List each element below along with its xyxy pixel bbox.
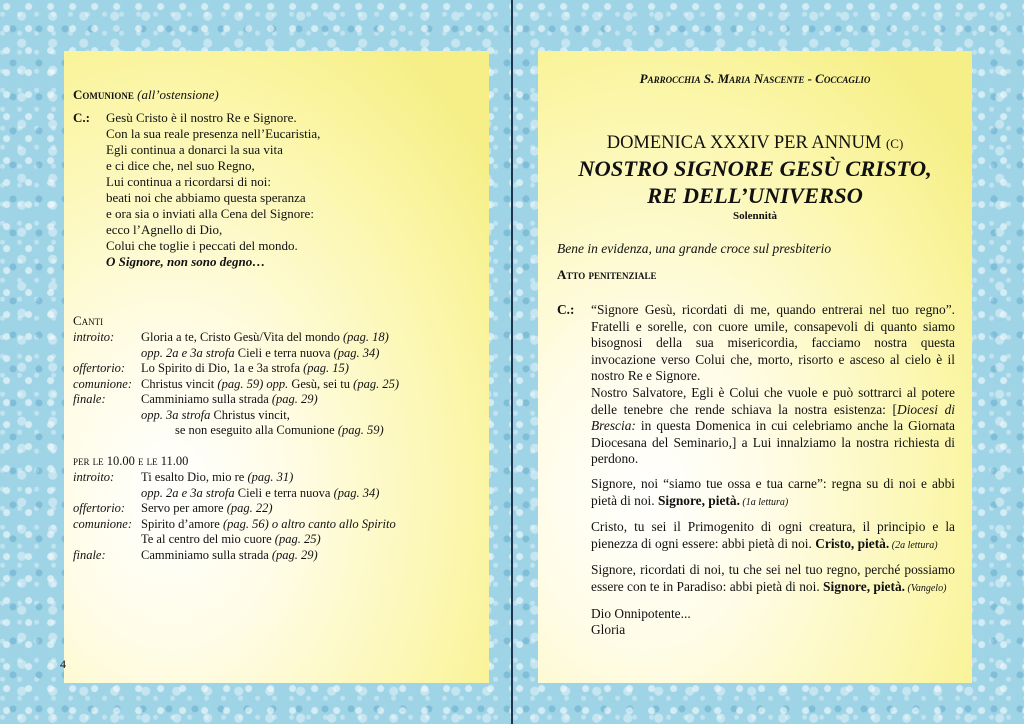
atto-body — [591, 302, 955, 639]
canti-page: (pag. 15) — [303, 361, 349, 375]
comunione-line: Egli continua a donarci la sua vita — [106, 142, 283, 157]
canti-label: offertorio: — [73, 361, 126, 375]
comunione-title — [73, 87, 219, 103]
canti-page: (pag. 59) — [337, 423, 384, 437]
canti-song: Camminiamo sulla strada — [141, 547, 272, 562]
canti-song: Spirito d’amore — [141, 516, 223, 531]
canti-label: comunione: — [73, 376, 133, 391]
canti-page: (pag. 31) — [247, 470, 294, 484]
comunione-line: e ci dice che, nel suo Regno, — [106, 158, 255, 173]
rubric: Bene in evidenza, una grande croce sul presbiterio — [557, 241, 832, 256]
per-le-label: per le — [73, 454, 107, 468]
invocation-source: (1a lettura) — [739, 496, 789, 508]
feast-title — [538, 155, 972, 209]
canti-alt: opp. — [263, 376, 289, 391]
canti-page: (pag. 25) — [353, 376, 399, 391]
atto-penitenziale-heading: Atto penitenziale — [557, 267, 657, 282]
canti-heading: Canti — [73, 313, 104, 328]
canti-alt: opp. 2a e 3a strofa — [141, 345, 235, 360]
domenica-line — [538, 133, 972, 154]
comunione-line: Lui continua a ricordarsi di noi: — [106, 174, 271, 189]
canti-page: (pag. 29) — [271, 392, 318, 406]
left-page — [60, 51, 489, 683]
invocation-2 — [591, 519, 955, 554]
canti-row-comunione — [73, 517, 396, 533]
canti-row-introito-alt — [73, 346, 399, 362]
canti-song: Servo per amore — [141, 501, 227, 515]
invocation-response: Signore, pietà. — [823, 578, 906, 594]
comunione-line: e ora sia o inviati alla Cena del Signore: — [106, 206, 314, 221]
canti-song: Gesù, sei tu — [288, 376, 354, 391]
canti-label: finale: — [73, 392, 106, 406]
diocesi-label: Diocesi di Brescia: — [591, 401, 956, 434]
canti-row-introito-alt — [73, 486, 396, 502]
comunione-c-label: C.: — [73, 110, 90, 125]
spread-divider — [511, 0, 513, 724]
canti-list-1 — [73, 330, 399, 439]
canti-page: (pag. 29) — [271, 547, 318, 562]
canti-row-introito — [73, 470, 396, 486]
solennita-label: Solennità — [732, 210, 777, 222]
canti-page: (pag. 34) — [333, 345, 380, 360]
canti-page: (pag. 18) — [343, 330, 389, 344]
canti-song: Gloria a te, Cristo Gesù/Vita del mondo — [141, 330, 343, 344]
canti-label: offertorio: — [73, 501, 126, 515]
canti-row-finale — [73, 392, 399, 408]
canti-row-offertorio — [73, 501, 396, 517]
invocation-response: Signore, pietà. — [657, 492, 740, 508]
canti-song: Cieli e terra nuova — [234, 485, 334, 500]
canti-song: Christus vincit — [141, 376, 218, 391]
canti-page: (pag. 59) — [217, 376, 264, 391]
canti-song: Christus vincit, — [210, 407, 290, 422]
invocation-text: Signore, noi “siamo tue ossa e tua carne”: regna su di noi e abbi pietà di noi. — [591, 475, 955, 508]
feast-title-line2: RE DELL’UNIVERSO — [647, 183, 863, 208]
canti-alt: opp. 2a e 3a strofa — [141, 485, 235, 500]
canti-row-finale — [73, 548, 396, 564]
per-le-time: 11.00 — [160, 454, 189, 468]
salvatore-paragraph — [591, 385, 955, 468]
canti-row-comunione-cont — [73, 532, 396, 548]
para-text: Nostro Salvatore, Egli è Colui che vuole e può sottrarci al potere delle tenebre che rende schiava la nostra esistenza: [ — [591, 384, 955, 417]
canti-page: (pag. 25) — [274, 532, 321, 546]
per-le-label: e le — [134, 454, 161, 468]
comunione-note: (all’ostensione) — [137, 87, 219, 102]
per-le-heading — [73, 454, 188, 470]
comunione-heading: Comunione — [73, 87, 134, 102]
canti-row-finale-note — [73, 423, 399, 439]
para-text: in questa Domenica in cui celebriamo anche la Giornata Diocesana del Seminario,] a Lui innalziamo la nostra richiesta di perdono. — [591, 418, 955, 467]
comunione-line: beati noi che abbiamo questa speranza — [106, 190, 306, 205]
per-le-time: 10.00 — [106, 454, 135, 468]
invocation-3 — [591, 562, 955, 597]
comunione-line: Gesù Cristo è il nostro Re e Signore. — [106, 110, 297, 125]
canti-row-finale-alt — [73, 408, 399, 424]
atto-c-label: C.: — [557, 302, 575, 317]
page-number: 4 — [60, 657, 66, 671]
canti-list-2 — [73, 470, 396, 563]
canti-song: Ti esalto Dio, mio re — [141, 470, 248, 484]
canti-song: Lo Spirito di Dio, 1a e 3a strofa — [141, 361, 304, 375]
canti-page: (pag. 22) — [226, 501, 273, 515]
canti-label: finale: — [73, 547, 106, 562]
canti-song: Camminiamo sulla strada — [141, 392, 272, 406]
canti-label: introito: — [73, 330, 115, 344]
intro-paragraph: “Signore Gesù, ricordati di me, quando entrerai nel tuo regno”. Fratelli e sorelle, con cuore umile, consapevoli di quanto siamo bisognosi della sua misericordia, facciamo nostra questa invocazione verso Colui che, morto, risorto e asceso al cielo è il nostro Re e Signore. — [591, 302, 955, 384]
canti-song: se non eseguito alla Comunione — [175, 423, 338, 437]
invocation-text: Cristo, tu sei il Primogenito di ogni creatura, il principio e la pienezza di ogni essere: abbi pietà di noi. — [591, 519, 955, 551]
canti-alt: opp. 3a strofa — [141, 407, 211, 422]
invocation-text: Signore, ricordati di noi, tu che sei nel tuo regno, perché possiamo essere con te in Paradiso: abbi pietà di noi. — [591, 562, 955, 594]
comunione-line: ecco l’Agnello di Dio, — [106, 222, 223, 237]
comunione-line: Colui che toglie i peccati del mondo. — [106, 238, 298, 253]
domenica-cycle: (C) — [885, 136, 904, 151]
invocation-1 — [591, 476, 955, 511]
canti-song: Cieli e terra nuova — [234, 345, 334, 360]
invocation-response: Cristo, pietà. — [815, 535, 890, 551]
invocation-source: (2a lettura) — [889, 539, 938, 551]
canti-row-comunione — [73, 377, 399, 393]
canti-row-introito — [73, 330, 399, 346]
closing-line-2: Gloria — [591, 622, 626, 638]
comunione-line: Con la sua reale presenza nell’Eucaristia, — [106, 126, 321, 141]
canti-row-offertorio — [73, 361, 399, 377]
parish-header: Parrocchia S. Maria Nascente - Coccaglio — [639, 71, 871, 86]
comunione-text — [106, 110, 320, 270]
canti-page: (pag. 34) — [333, 485, 380, 500]
closing-line-1: Dio Onnipotente... — [591, 605, 691, 621]
comunione-response: O Signore, non sono degno… — [106, 254, 266, 269]
domenica-text: DOMENICA XXXIV PER ANNUM — [606, 133, 886, 153]
canti-label: introito: — [73, 470, 115, 484]
right-page — [538, 51, 972, 683]
invocation-source: (Vangelo) — [905, 582, 947, 594]
canti-song: Te al centro del mio cuore — [141, 532, 275, 546]
canti-label: comunione: — [73, 516, 133, 531]
feast-title-line1: NOSTRO SIGNORE GESÙ CRISTO, — [578, 156, 932, 181]
canti-page: (pag. 56) o altro canto allo Spirito — [222, 516, 396, 531]
